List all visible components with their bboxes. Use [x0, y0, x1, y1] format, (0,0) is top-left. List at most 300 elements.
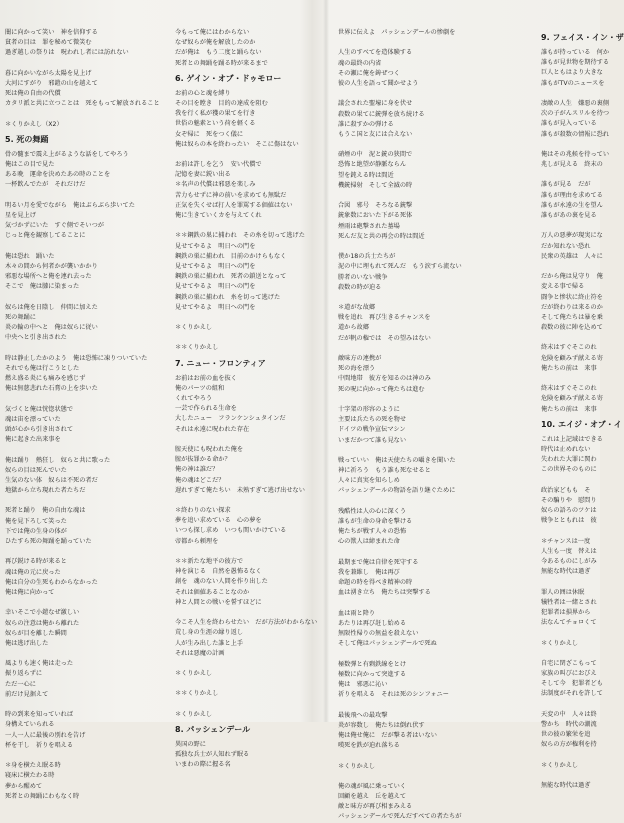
- stanza-break: [338, 395, 498, 405]
- lyric-line: ＊チャンスは一度: [541, 537, 591, 545]
- lyric-line: 失われた大罪に関わ: [541, 456, 597, 464]
- stanza-break: [5, 59, 157, 69]
- lyric-line: 再び鋭ける時が来ると: [5, 558, 67, 566]
- lyric-line: 無能な時代は過ぎ: [541, 782, 591, 790]
- lyric-line: それは価値あることなのか: [175, 588, 250, 596]
- stanza-break: [338, 649, 498, 659]
- lyric-line: 一人一人に最後の別れを告げ: [5, 731, 86, 739]
- column-3: [338, 28, 498, 823]
- lyric-line: 望を鈍える時は間近: [338, 171, 394, 179]
- lyric-line: そこで 俺は膝に染まった: [5, 283, 80, 291]
- stanza-break: [541, 476, 600, 486]
- stanza-break: [338, 599, 498, 609]
- lyric-line: 身構えていられる: [5, 721, 55, 729]
- lyric-line: 俺はその兆候を待ってい: [541, 150, 610, 158]
- lyric-line: 星を見上げ: [5, 212, 36, 219]
- stanza-break: [175, 333, 325, 343]
- lyric-line: それは永遠に呪われた存在: [175, 425, 250, 433]
- lyric-line: 中間地帯 彼方を知るのは神のみ: [338, 375, 431, 383]
- lyric-line: 極数弾と有剰鉄線をとけ: [338, 660, 407, 668]
- lyric-line: 泥の中に埋もれて死んだ もう涙すら流ない: [338, 263, 462, 271]
- lyric-line: 銃象数においた下がる死体: [338, 212, 413, 220]
- stanza-break: [5, 649, 157, 659]
- stanza-break: [175, 547, 325, 557]
- lyric-line: 俺は逃げ出した: [5, 639, 49, 647]
- lyric-line: 神を演じる 自然を愚怖るなく: [175, 568, 262, 576]
- lyric-line: 今あるものにしがみ: [541, 558, 597, 565]
- lyric-line: 夢を追い求めている 心の夢を: [175, 517, 262, 525]
- lyric-line: 終末はすぐそこのれ: [541, 385, 597, 393]
- stanza-break: [541, 333, 600, 343]
- lyric-line: 俺は恐れ 踊いた: [5, 252, 55, 260]
- lyric-line: だが帆の権では その望みはない: [338, 334, 431, 342]
- lyric-line: 前だけ見据えて: [5, 690, 49, 698]
- lyric-line: これは上記域はできる: [541, 435, 603, 443]
- lyric-line: 無限性帰りの無益を殺えない: [338, 630, 419, 638]
- lyric-line: ＊くりかえし: [541, 761, 579, 769]
- lyric-line: 貧者の目は 罪を秘めて微笑む: [5, 39, 92, 47]
- lyric-line: 神と人間との戦いを誓すほどに: [175, 598, 262, 606]
- lyric-line: 過ぎ越しの祭りは 呪われし者には訪れない: [5, 49, 129, 57]
- lyric-line: 死は俺の自由の代償: [5, 90, 61, 98]
- lyric-line: 燃え盛る炎にも痛みを感じず: [5, 375, 86, 382]
- stanza-break: [5, 700, 157, 710]
- stanza-break: [541, 89, 600, 99]
- lyric-line: 木々の間から何者かが襲いかかり: [5, 262, 98, 270]
- lyric-line: 世界に伝えよ パッシェンデールの惨劇を: [338, 29, 456, 36]
- lyric-line: 明るい月を愛でながら 俺はぶらぶら歩いてた: [5, 201, 135, 209]
- stanza-break: [175, 679, 325, 689]
- song5-lyrics-tail: [175, 28, 325, 69]
- lyric-line: 十字架の形容のように: [338, 405, 400, 413]
- song8-lyrics: [175, 740, 325, 771]
- lyric-line: 法なんてチョロくて: [541, 619, 597, 627]
- lyric-line: ＊終わりのない探求: [175, 507, 231, 515]
- stanza-break: [5, 394, 157, 404]
- lyric-line: 幸いそこで小鎧なぜ激しい: [5, 609, 80, 617]
- lyric-line: だから俺は見守り 俺: [541, 273, 603, 281]
- lyric-line: 帝都から頼理を: [175, 537, 219, 545]
- stanza-break: [541, 577, 600, 587]
- stanza-break: [541, 649, 600, 659]
- song10-lyrics: [541, 435, 603, 792]
- stanza-break: [338, 446, 498, 456]
- lyric-line: 時は静止したかのよう 俺は恐怖に凍りついていた: [5, 354, 148, 362]
- lyric-line: くれてやろう: [175, 395, 213, 402]
- lyric-line: 凄敵の人生 嫌悪の裏側: [541, 99, 610, 107]
- lyric-line: 勝者のいない戦争: [338, 273, 388, 281]
- lyric-line: 民衆の英雄は 人々に: [541, 252, 603, 260]
- lyric-line: 死者と踊り 俺の自由な魂は: [5, 507, 86, 515]
- stanza-break: [5, 496, 157, 506]
- stanza-break: [541, 170, 600, 180]
- lyric-line: 俺たちの前は 来事: [541, 364, 597, 372]
- lyric-line: 天変の中 人々は終: [541, 710, 597, 718]
- lyric-line: 万人の悪夢が現実にな: [541, 232, 603, 240]
- lyric-line: お前はお前の血を抜く: [175, 374, 237, 382]
- stanza-break: [175, 313, 325, 323]
- lyric-line: 気づかずにいた すぐ側でそいつが: [5, 222, 104, 230]
- lyric-line: だか知れない恐れ: [541, 242, 591, 250]
- stanza-break: [541, 262, 600, 272]
- song6-title: 6. ゲイン・オブ・ドゥモロー: [175, 73, 282, 83]
- lyric-line: 一杯飲んでたが それだけだ: [5, 181, 86, 189]
- stanza-break: [175, 221, 325, 231]
- stanza-break: [541, 140, 600, 150]
- lyric-line: カタリ派と共に立つことは 死をもって解放されること: [5, 100, 160, 108]
- lyric-line: 殺数の時が迫る: [338, 283, 382, 291]
- lyric-line: パッシェンデールの物語を語り継ぐために: [338, 487, 456, 495]
- lyric-line: 生気のない体 奴らは不死の者だ: [5, 476, 98, 484]
- lyric-line: 死んだ友と共の再会の時は間近: [338, 232, 425, 240]
- stanza-break: [541, 771, 600, 781]
- lyric-line: 俺のパーツの組和: [175, 384, 225, 392]
- lyric-line: 巨人ともはより大きな: [541, 69, 603, 77]
- lyric-line: 誰もが殺数の情報に恐れ: [541, 130, 610, 138]
- lyric-line: だが俺は もう二度と踊らない: [175, 49, 262, 57]
- lyric-line: 見せてやるよ 明日への門を: [175, 303, 256, 311]
- lyric-line: 死の呪に向かって俺たちは進む: [338, 385, 425, 393]
- stanza-break: [541, 751, 600, 761]
- lyric-line: 奴らの方が権利を持: [541, 741, 597, 749]
- lyric-line: 夢から醒めて: [5, 782, 43, 790]
- lyric-line: 危険を顧みず献える寄: [541, 395, 603, 403]
- lyric-line: お前の心と魂を縛り: [175, 89, 231, 97]
- lyric-line: ＊身を横たえ眠る時: [5, 762, 61, 770]
- lyric-line: 次の子がんスリルを待つ: [541, 110, 610, 118]
- lyric-line: 俺を見下ろして笑った: [5, 517, 67, 525]
- song9-lyrics-part1: [541, 48, 610, 221]
- lyric-line: ＊くりかえし: [338, 762, 376, 770]
- lyric-line: そして俺たちは暴を乗: [541, 313, 603, 321]
- lyric-line: 心の獣人は締まれた命: [338, 538, 400, 546]
- lyric-line: 回顧を越え 丘を越えて: [338, 793, 407, 801]
- lyric-line: 奴らの注意は俺から離れた: [5, 619, 80, 627]
- lyric-line: 記憶を妻に鋭い出る: [175, 171, 231, 179]
- lyric-line: 俺の魂が風に乗っていく: [338, 782, 407, 790]
- stanza-break: [175, 608, 325, 618]
- stanza-break: [338, 191, 498, 201]
- lyric-line: 犯罪者は損界から: [541, 608, 591, 616]
- stanza-break: [5, 242, 157, 252]
- lyric-line: ＊くりかえし: [541, 639, 579, 647]
- lyric-line: 荒し身の生涯の縁り返し: [175, 629, 244, 637]
- lyric-line: そして今 犯罪者ども: [541, 680, 603, 688]
- lyric-line: 戦争とともれは 彼: [541, 517, 597, 525]
- lyric-line: 人が生み出した誰と上手: [175, 639, 244, 647]
- lyric-line: 遅れすぎて俺たちい 未熟すぎて逃げ出せない: [175, 486, 305, 494]
- lyric-line: 魂の最終の内省: [338, 59, 382, 67]
- stanza-break: [5, 343, 157, 353]
- lyric-line: 魂は宙を漂っていた: [5, 415, 61, 423]
- stanza-break: [541, 628, 600, 638]
- lyric-line: 中央へと引き出された: [5, 334, 67, 342]
- lyric-line: 異国の野に: [175, 741, 206, 748]
- lyric-line: 暮に向かいながら太陽を見上げ: [5, 69, 92, 77]
- lyric-line: 俺は 邪悪に沁い: [338, 681, 388, 688]
- lyric-line: なぜ奴らが俺を解放したのか: [175, 39, 256, 47]
- lyric-line: 俺は奴らの本を終わったい そこに傷はない: [175, 140, 299, 148]
- lyric-line: 誰に殺すかの弾ける: [338, 120, 394, 128]
- lyric-line: 危険を顧みず献える寄: [541, 354, 603, 362]
- lyric-line: ドイツの戦争宣伝マシン: [338, 426, 406, 434]
- stanza-break: [5, 445, 157, 455]
- column-4: [541, 28, 624, 791]
- lyric-line: 死の海を漂う: [338, 365, 376, 373]
- lyric-line: 機銃掃射 そして全滅の時: [338, 181, 413, 189]
- stanza-break: [338, 497, 498, 507]
- lyric-line: ＊＊鋼鉄の巣に捕われ その糸を切って逃げた: [175, 232, 305, 240]
- column-2: [175, 28, 325, 771]
- lyric-line: 俺は自分の生死もわからなかった: [5, 578, 98, 586]
- lyric-line: 俺に起きた出来事を: [5, 436, 61, 444]
- lyric-line: 法制度がそれを許して: [541, 690, 603, 698]
- lyric-line: 俺に生きていくカを与えてくれ: [175, 212, 262, 219]
- stanza-break: [338, 140, 498, 150]
- lyric-line: あたりは再び赶し始める: [338, 619, 407, 627]
- lyric-line: 警かち 時代の潮流: [541, 721, 597, 728]
- lyric-line: 議会された聖壕に身を伏せ: [338, 100, 413, 108]
- stanza-break: [175, 700, 325, 710]
- lyric-line: 正気を失くせば打人を罪罵する価値はない: [175, 201, 293, 209]
- lyric-line: 寝床に横たわる時: [5, 772, 55, 780]
- lyric-line: 地獄から立ち現れた者たちだ: [5, 487, 86, 495]
- lyric-line: 罪人の囲は休眠: [541, 588, 585, 596]
- lyric-line: だが終わりは来るのか: [541, 303, 603, 311]
- song8-lyrics-continued: [338, 28, 498, 823]
- song6-lyrics: [175, 89, 325, 354]
- lyric-line: 創を 魂のない人間を作り出した: [175, 578, 268, 586]
- lyric-line: 誰もが見る だが: [541, 181, 591, 189]
- stanza-break: [338, 772, 498, 782]
- lyric-line: 犠牲者は一緒とされ: [541, 598, 597, 606]
- lyric-line: お前は許しを乞う 安い代償で: [175, 161, 262, 169]
- lyric-line: 終末はすぐそこのれ: [541, 344, 597, 352]
- lyric-line: ＊＊くりかえし: [175, 690, 219, 698]
- lyric-line: その騙りや 慰問り: [541, 496, 597, 504]
- lyric-line: 最後飛への最攻撃: [338, 711, 388, 719]
- lyric-line: 闇に向かって笑い 神を信仰する: [5, 29, 98, 36]
- stanza-break: [338, 293, 498, 303]
- lyric-line: ＊くりかえし（X2）: [5, 120, 63, 128]
- lyric-line: 奴らの語ろのツケは: [541, 507, 597, 515]
- lyric-line: 死者との舞踊を踊る時が来るまで: [175, 59, 268, 67]
- lyric-line: ＊＊くりかえし: [175, 344, 219, 352]
- lyric-line: この世界そのものに: [541, 466, 597, 474]
- song10-title: 10. エイジ・オブ・イ: [541, 419, 622, 429]
- stanza-break: [5, 547, 157, 557]
- lyric-line: 嘆死を鉄が迫れ落ちる: [338, 742, 400, 750]
- lyric-line: 我を行く私が獲の果てを行き: [175, 110, 256, 118]
- lyric-line: 主要は兵たちの死を物せ: [338, 416, 407, 424]
- lyric-line: 俺の神は誰だ？: [175, 466, 219, 474]
- lyric-line: 鋼鉄の巣に捕われ 死者の鎖送となって: [175, 273, 287, 281]
- lyric-line: もうこ国と友には合えない: [338, 130, 413, 138]
- lyric-line: 奴らは俺を日陰し 仲間に加えた: [5, 303, 98, 311]
- lyric-line: 人生も一度 替えは: [541, 547, 597, 555]
- song7-title: 7. ニュー・フロンティア: [175, 358, 266, 368]
- song5-title: 5. 死の舞踊: [5, 134, 49, 144]
- lyric-line: 死の舞踊に: [5, 313, 36, 321]
- song5-lyrics: [5, 150, 157, 802]
- stanza-break: [338, 38, 498, 48]
- lyric-line: 誰もがあの裏を見る: [541, 212, 597, 219]
- lyric-line: 俺は無慈悲れた石膏の上を歩いた: [5, 385, 98, 393]
- lyric-line: 時代は止めれない: [541, 445, 591, 453]
- lyric-line: 魂は俺の元に戻った: [5, 568, 61, 576]
- lyric-line: 道から故郷: [338, 324, 369, 332]
- lyric-line: 俺は俺せ俺に だが撃る者はいない: [338, 731, 437, 739]
- lyric-line: 奴らの目は死んでいた: [5, 466, 67, 474]
- lyric-line: ＊くりかえし: [175, 710, 213, 718]
- lyric-line: 誰もが永遠の生を望ん: [541, 201, 603, 209]
- lyric-line: ＊道がな故郷: [338, 304, 376, 312]
- stanza-break: [175, 659, 325, 669]
- lyric-line: 誰もが見入っている: [541, 120, 597, 128]
- lyric-line: 最期まで俺は自律を死守する: [338, 558, 419, 566]
- lyric-line: 今もって俺にはわからない: [175, 29, 250, 36]
- lyric-line: いまわの際に握る名: [175, 761, 231, 769]
- lyric-line: そして俺はパッシェンデールで死ぬ: [338, 640, 437, 648]
- lyric-line: その目を瞠き 目的の達成を阻む: [175, 99, 268, 107]
- stanza-break: [338, 700, 498, 710]
- lyric-line: 俺たちが戦す人々の恐怖: [338, 528, 407, 536]
- lyric-line: 女ぞ帰に 死をつく儀に: [175, 130, 244, 138]
- lyric-line: 大したニュー フランケンシュタインだ: [175, 415, 286, 423]
- lyric-line: 戦っていい 俺は天使たちの囁きを聞いた: [338, 456, 456, 464]
- stanza-break: [175, 435, 325, 445]
- lyric-line: 僕か18の兵士たちが: [338, 253, 396, 261]
- lyric-line: それでも俺は行こうとした: [5, 364, 80, 372]
- lyric-line: 恐怖と絶望が静脈ならん: [338, 161, 407, 169]
- lyric-line: その瀬に俺を鋳ぜつく: [338, 69, 400, 77]
- lyric-line: ひたすら死の舞踊を踊っていた: [5, 538, 92, 545]
- lyric-line: 気づくと俺は恍惚状態で: [5, 405, 74, 413]
- lyric-line: 苦力もせずに神の前いを求めても無駄だ: [175, 191, 287, 199]
- stanza-break: [338, 242, 498, 252]
- lyric-line: 変える事で帰る: [541, 283, 585, 291]
- lyric-line: 一芸で作られる生命を: [175, 405, 237, 413]
- lyric-line: 戦を追れ 再び生きるチャンスを: [338, 314, 431, 322]
- lyric-line: 自宅に閉ざこもって: [541, 659, 597, 667]
- lyric-line: 煙雨は砲撃された墓場: [338, 222, 400, 230]
- lyric-line: 見せてやるよ 明日への門を: [175, 242, 256, 250]
- lyric-line: 大河にすがり 邪鎧の山を越えて: [5, 79, 98, 87]
- lyric-line: 誰もがTVのニュースを: [541, 79, 605, 87]
- lyric-line: 炎が容数し 俺たちは倒れ伏す: [338, 721, 425, 729]
- lyric-line: 残酷性は人の心に深くう: [338, 507, 407, 515]
- stanza-break: [541, 700, 600, 710]
- lyric-line: 見せてやるよ 明日への門を: [175, 283, 256, 291]
- lyric-line: 無能な時代は過ぎ: [541, 568, 591, 576]
- stanza-break: [338, 89, 498, 99]
- lyric-line: 俺はこの目で見た: [5, 161, 55, 169]
- lyric-line: 闘争と惨状に終止符を: [541, 293, 603, 301]
- lyric-line: 敵と味方が再び相まみえる: [338, 803, 413, 811]
- lyric-line: 命題の時を得べき精神の時: [338, 579, 413, 587]
- song8-title: 8. パッシェンデール: [175, 725, 251, 734]
- lyric-line: 俺は踊り 熱狂し 奴らと共に歌った: [5, 456, 111, 464]
- lyric-line: 振り返らずに: [5, 670, 43, 678]
- lyric-line: 風よりも速く俺は走った: [5, 660, 74, 668]
- lyric-line: 今こそ人生を終わらせたい だが方法がわからない: [175, 619, 318, 627]
- lyric-line: 祈りを唱える それは死のシンフォニー: [338, 691, 449, 699]
- lyric-line: 誰もが持っている 何か: [541, 49, 610, 56]
- stanza-break: [338, 751, 498, 761]
- lyric-line: ＊くりかえし: [175, 324, 213, 332]
- lyric-line: 俺たちの前は 来事: [541, 405, 597, 413]
- lyric-line: 俺の魂はどこだ？: [175, 476, 225, 484]
- lyric-line: 俺は俺に向かって: [5, 588, 55, 596]
- song4-lyrics-tail: [5, 28, 160, 130]
- stanza-break: [175, 496, 325, 506]
- lyric-line: 敵味方の連携が: [338, 355, 382, 362]
- song9-lyrics-part2: [541, 231, 603, 414]
- lyric-line: 血は湧き立ち 俺たちは突撃する: [338, 589, 431, 597]
- lyric-line: いまだかつて誰も見ない: [338, 436, 407, 444]
- lyric-line: ある晩 運命を決めたあの時のことを: [5, 171, 111, 179]
- lyric-line: 頭が心から引き出されて: [5, 425, 74, 433]
- song7-lyrics: [175, 374, 325, 720]
- lyric-line: 鋼鉄の巣に捕われ 目前のかけらもなく: [175, 252, 287, 260]
- lyric-line: 鋼鉄の巣に捕われ 糸を切って逃げた: [175, 293, 281, 301]
- lyric-line: 死者との舞踊にわもなく時: [5, 792, 80, 800]
- lyric-line: 誰もが生命の身命を撃ける: [338, 518, 413, 525]
- lyric-line: 血は雨と降り: [338, 609, 376, 617]
- lyric-line: 杯を干し 祈りを唱える: [5, 741, 74, 749]
- stanza-break: [5, 293, 157, 303]
- lyric-line: 極数に向かって突進する: [338, 670, 407, 678]
- stanza-break: [541, 526, 600, 536]
- lyric-line: 世の彼の繁栄を追: [541, 731, 591, 739]
- lyric-line: いつも探し求め いつも関いかけている: [175, 527, 287, 535]
- lyric-line: 誰もが理由を求めてる: [541, 191, 603, 199]
- lyric-line: パッシェンデールで死んだすべての者たちが: [338, 813, 462, 821]
- lyric-line: 膣天使にも呪われた俺を: [175, 445, 244, 453]
- song9-title: 9. フェイス・イン・ザ: [541, 33, 624, 42]
- lyric-line: ＊くりかえし: [175, 670, 213, 678]
- lyric-line: ただ一心に: [5, 680, 36, 688]
- lyric-line: 奴らが目を離した瞬間: [5, 629, 67, 637]
- blank-line: [541, 221, 600, 231]
- lyric-line: 殺数の果てに銃弾を放ち続ける: [338, 110, 425, 118]
- lyric-line: 骨の髄まで震え上がるような話をしてやろう: [5, 150, 129, 158]
- lyric-line: 合図 邪号 そろなる銃撃: [338, 202, 413, 210]
- lyric-line: 誰もが見世物を期待する: [541, 59, 610, 67]
- stanza-break: [5, 598, 157, 608]
- lyric-line: 家族の叫びにおびえ: [541, 670, 597, 678]
- stanza-break: [338, 344, 498, 354]
- stanza-break: [338, 548, 498, 558]
- lyric-line: 膣が抜罪かる命か？: [175, 456, 231, 464]
- lyric-line: 人々に真実を知らしめ: [338, 477, 400, 485]
- lyric-line: じっと俺を観察してることに: [5, 232, 86, 240]
- lyric-line: 殺数の彼に陣を込めて: [541, 324, 603, 332]
- lyric-line: 硝煙の中 泥と銃の狭間で: [338, 151, 413, 159]
- lyric-line: それは悪魔の計画: [175, 649, 225, 657]
- stanza-break: [5, 110, 157, 120]
- column-1: [5, 28, 160, 802]
- stanza-break: [175, 150, 325, 160]
- stanza-break: [5, 751, 157, 761]
- lyric-line: 時の到来を知っていれば: [5, 711, 74, 719]
- lyric-line: 政治家どもも そ: [541, 486, 591, 494]
- lyric-line: 兆しが見える 終末の: [541, 161, 603, 169]
- lyric-line: 邪悪な場所へと俺を連れ去った: [5, 273, 92, 281]
- lyric-line: 神に祈ろう もう誰も死なせると: [338, 467, 431, 475]
- lyric-line: 下では俺の生身の体が: [5, 527, 67, 535]
- lyric-line: 炎の輪の中へと 俺は奴らに従い: [5, 324, 98, 332]
